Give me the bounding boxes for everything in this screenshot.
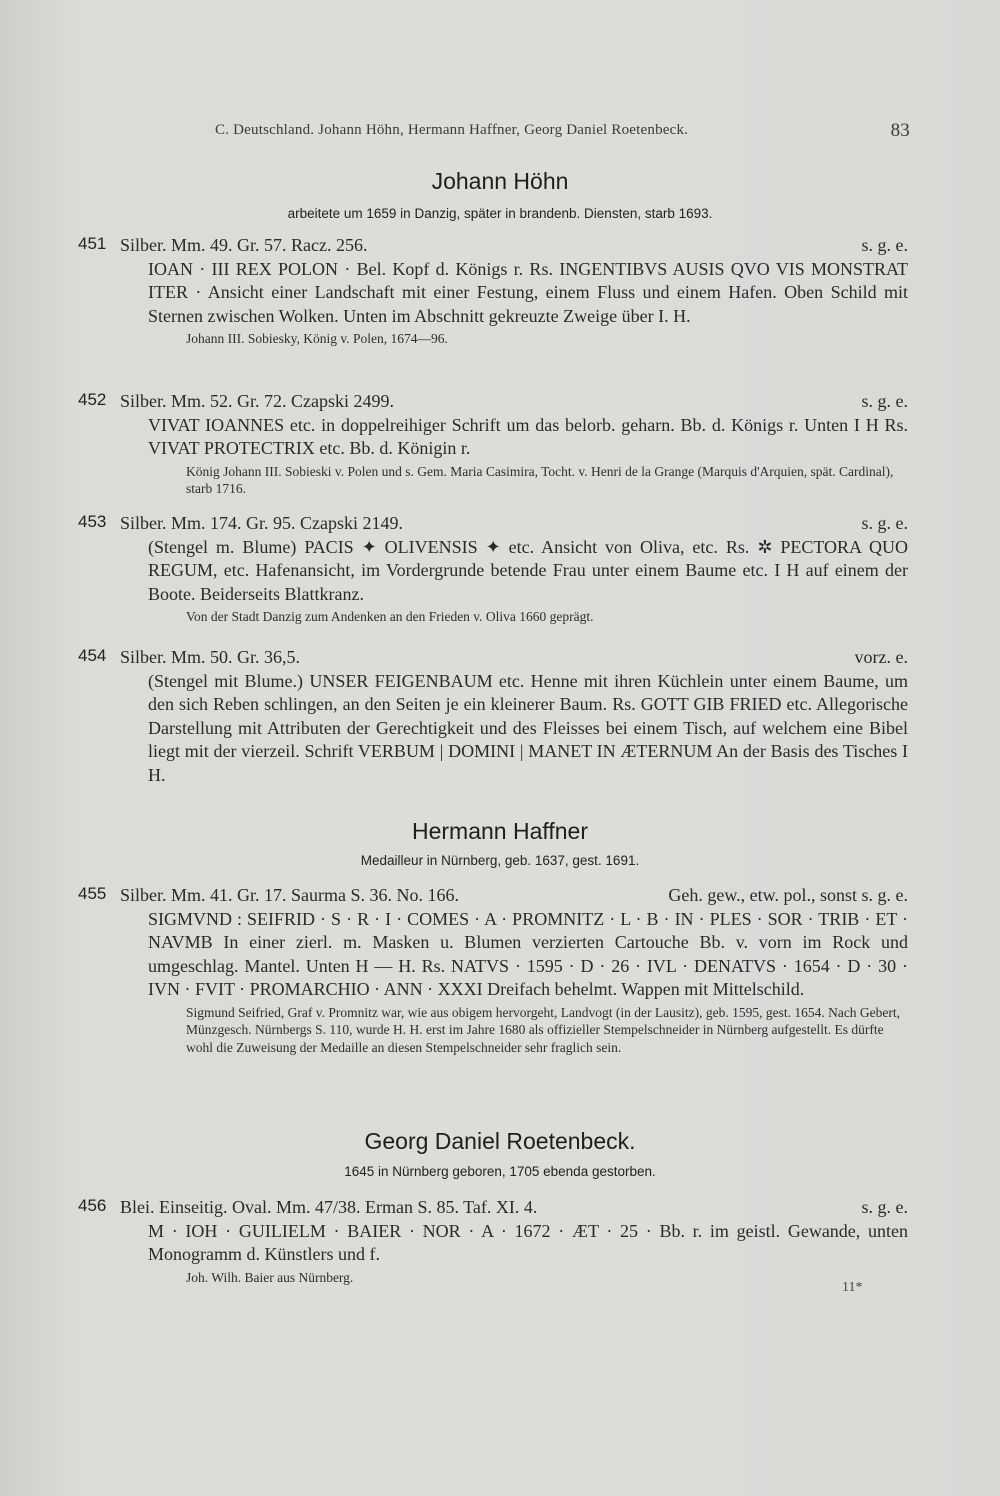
section-title-roetenbeck: Georg Daniel Roetenbeck. xyxy=(364,1128,636,1154)
signature-mark: 11* xyxy=(842,1280,863,1295)
entry-grade: s. g. e. xyxy=(861,513,908,533)
entry-head-text: Silber. Mm. 174. Gr. 95. Czapski 2149. xyxy=(120,513,403,533)
entry-head xyxy=(120,512,908,536)
entry-number: 452 xyxy=(78,390,107,409)
entry-note: Sigmund Seifried, Graf v. Promnitz war, wie aus obigem hervorgeht, Landvogt (in der Lausitz), geb. 1595, gest. 1654. Nach Gebert, Münzgesch. Nürnbergs S. 110, wurde H. H. erst im Jahre 1680 als offizieller Stempelschneider in Nürnberg aufgestellt. Es dürfte wohl die Zuweisung der Medaille an diesen Stempelschneider sehr fraglich sein. xyxy=(186,1004,901,1055)
entry-grade: vorz. e. xyxy=(854,647,908,667)
entry-number: 454 xyxy=(78,646,107,665)
catalog-entry-451 xyxy=(78,234,908,348)
entry-note: Joh. Wilh. Baier aus Nürnberg. xyxy=(186,1269,354,1285)
catalog-entry-454 xyxy=(78,646,908,788)
entry-note: Von der Stadt Danzig zum Andenken an den Frieden v. Oliva 1660 geprägt. xyxy=(186,609,594,625)
entry-number: 453 xyxy=(78,512,107,531)
running-head xyxy=(215,122,910,139)
entry-head-text: Silber. Mm. 41. Gr. 17. Saurma S. 36. No. 166. xyxy=(120,885,460,905)
entry-description: M · IOH · GUILIELM · BAIER · NOR · A · 1672 · ÆT · 25 · Bb. r. im geistl. Gewande, unten Monogramm d. Künstlers und f. xyxy=(148,1220,908,1265)
entry-head xyxy=(120,390,908,414)
entry-head-text: Silber. Mm. 52. Gr. 72. Czapski 2499. xyxy=(120,391,394,411)
entry-note: König Johann III. Sobieski v. Polen und s. Gem. Maria Casimira, Tocht. v. Henri de la Grange (Marquis d'Arquien, spät. Cardinal), starb 1716. xyxy=(186,463,894,497)
catalog-entry-453 xyxy=(78,512,908,626)
section-subtitle-haffner: Medailleur in Nürnberg, geb. 1637, gest. 1691. xyxy=(360,853,640,868)
entry-description: SIGMVND : SEIFRID · S · R · I · COMES · A · PROMNITZ · L · B · IN · PLES · SOR · TRIB · ET · NAVMB In einer zierl. m. Masken u. Blumen verzierten Cartouche Bb. v. vorn im Rock und umgeschlag. Mantel. Unten H — H. Rs. NATVS · 1595 · D · 26 · IVL · DENATVS · 1654 · D · 30 · IVN · FVIT · PROMARCHIO · ANN · XXXI Dreifach behelmt. Wappen mit Mittelschild. xyxy=(148,908,908,1000)
catalog-entry-455 xyxy=(78,884,908,1056)
entry-head xyxy=(120,234,908,258)
catalog-entry-456 xyxy=(78,1196,908,1286)
entry-number: 456 xyxy=(78,1196,107,1215)
entry-grade: s. g. e. xyxy=(861,235,908,255)
entry-description: (Stengel mit Blume.) UNSER FEIGENBAUM etc. Henne mit ihren Küchlein unter einem Baume, um den sich Reben schlingen, an den Seiten je ein kleinerer Baum. Rs. GOTT GIB FRIED etc. Allegorische Darstellung mit Attributen der Gerechtigkeit und des Fleisses bei einem Tisch, auf welchem eine Bibel liegt mit der vierzeil. Schrift VERBUM | DOMINI | MANET IN ÆTERNUM An der Basis des Tisches I H. xyxy=(148,670,908,785)
section-subtitle-roetenbeck: 1645 in Nürnberg geboren, 1705 ebenda gestorben. xyxy=(344,1164,656,1179)
entry-head-text: Blei. Einseitig. Oval. Mm. 47/38. Erman S. 85. Taf. XI. 4. xyxy=(120,1197,538,1217)
entry-head xyxy=(120,646,908,670)
entry-head-text: Silber. Mm. 49. Gr. 57. Racz. 256. xyxy=(120,235,368,255)
section-title-haffner: Hermann Haffner xyxy=(412,818,588,844)
entry-number: 455 xyxy=(78,884,107,903)
page-number: 83 xyxy=(890,120,910,141)
entry-head-text: Silber. Mm. 50. Gr. 36,5. xyxy=(120,647,301,667)
entry-number: 451 xyxy=(78,234,107,253)
entry-grade: s. g. e. xyxy=(861,391,908,411)
entry-grade: Geh. gew., etw. pol., sonst s. g. e. xyxy=(668,885,908,905)
catalog-entry-452 xyxy=(78,390,908,498)
entry-description: (Stengel m. Blume) PACIS ✦ OLIVENSIS ✦ etc. Ansicht von Oliva, etc. Rs. ✲ PECTORA QUO REGUM, etc. Hafenansicht, im Vordergrunde betende Frau unter einem Baume etc. I H auf einem der Boote. Beiderseits Blattkranz. xyxy=(148,536,908,604)
section-title-hoehn: Johann Höhn xyxy=(431,168,569,194)
entry-head xyxy=(120,1196,908,1220)
entry-description: IOAN · III REX POLON · Bel. Kopf d. Königs r. Rs. INGENTIBVS AUSIS QVO VIS MONSTRAT ITER · Ansicht einer Landschaft mit einer Festung, einem Fluss und einem Hafen. Oben Schild mit Sternen zwischen Wolken. Unten im Abschnitt gekreuzte Zweige über I. H. xyxy=(148,258,908,326)
entry-head xyxy=(120,884,908,908)
section-subtitle-hoehn: arbeitete um 1659 in Danzig, später in brandenb. Diensten, starb 1693. xyxy=(287,206,713,221)
running-head-text: C. Deutschland. Johann Höhn, Hermann Haffner, Georg Daniel Roetenbeck. xyxy=(215,122,689,138)
entry-note: Johann III. Sobiesky, König v. Polen, 1674—96. xyxy=(186,331,448,347)
entry-grade: s. g. e. xyxy=(861,1197,908,1217)
entry-description: VIVAT IOANNES etc. in doppelreihiger Schrift um das belorb. geharn. Bb. d. Königs r. Unten I H Rs. VIVAT PROTECTRIX etc. Bb. d. Königin r. xyxy=(148,414,908,459)
